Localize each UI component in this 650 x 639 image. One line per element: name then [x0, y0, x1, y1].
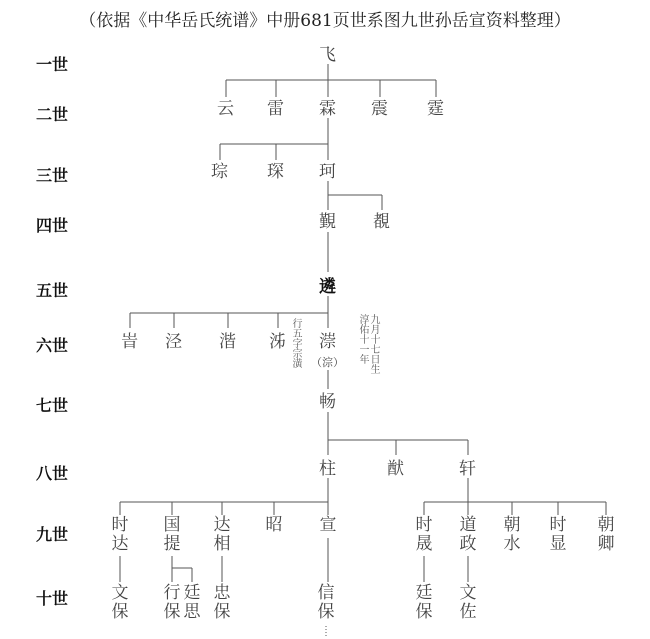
node-zong-alt: （淙）	[311, 356, 344, 369]
note-birth: 九月十七日生淳佑十一年	[357, 314, 379, 374]
node-du: 覩	[373, 212, 390, 232]
node-wenzuo: 文佐	[459, 583, 477, 622]
node-jing: 泾	[165, 332, 182, 352]
node-ke: 珂	[319, 162, 336, 182]
node-daxiang: 达相	[213, 515, 231, 554]
generation-label-6: 六世	[36, 336, 69, 355]
node-ting: 霆	[427, 99, 444, 119]
node-6-1: 峕	[121, 332, 138, 352]
node-chang: 畅	[319, 392, 336, 412]
generation-label-8: 八世	[36, 464, 69, 483]
generation-label-3: 三世	[36, 166, 69, 185]
note-xingwu: 行五字宗潢	[290, 318, 301, 368]
node-shisheng: 时晟	[415, 515, 433, 554]
node-chaoshui: 朝水	[503, 515, 521, 554]
node-chen: 琛	[267, 162, 284, 182]
node-zhen: 震	[371, 99, 388, 119]
node-zhongbao: 忠保	[213, 583, 231, 622]
generation-label-1: 一世	[36, 55, 69, 74]
node-lin: 霖	[319, 99, 336, 119]
node-xuan: 宣	[319, 515, 337, 535]
node-tingsi: 廷思	[183, 583, 201, 622]
node-guoti: 国提	[163, 515, 181, 554]
node-xuan-8: 轩	[459, 459, 476, 479]
node-shixian: 时显	[549, 515, 567, 554]
node-lei: 雷	[267, 99, 284, 119]
generation-label-9: 九世	[36, 525, 69, 544]
generation-label-2: 二世	[36, 105, 69, 124]
node-wenbao: 文保	[111, 583, 129, 622]
generation-label-7: 七世	[36, 396, 69, 415]
generation-label-4: 四世	[36, 216, 69, 235]
generation-label-10: 十世	[36, 589, 69, 608]
node-tingbao: 廷保	[415, 583, 433, 622]
node-xingbao: 行保	[163, 583, 181, 622]
node-jie: 湝	[219, 332, 236, 352]
node-fei: 飞	[319, 45, 336, 65]
node-shida: 时达	[111, 515, 129, 554]
node-lin-5: 遴	[319, 277, 336, 297]
node-yun: 云	[217, 99, 234, 119]
node-jin: 覲	[319, 212, 336, 232]
node-xinbao: 信保	[317, 583, 335, 622]
generation-label-5: 五世	[36, 281, 69, 300]
node-chaoqing: 朝卿	[597, 515, 615, 554]
node-zhu: 柱	[319, 459, 336, 479]
diagram-title: （依据《中华岳氏统谱》中册681页世系图九世孙岳宣资料整理）	[79, 11, 571, 31]
node-ji: 泲	[269, 332, 286, 352]
node-daozheng: 道政	[459, 515, 477, 554]
node-cong: 琮	[211, 162, 228, 182]
node-zong: 漴	[319, 332, 336, 352]
node-zhao: 昭	[265, 515, 283, 535]
node-you: 猷	[387, 459, 404, 479]
